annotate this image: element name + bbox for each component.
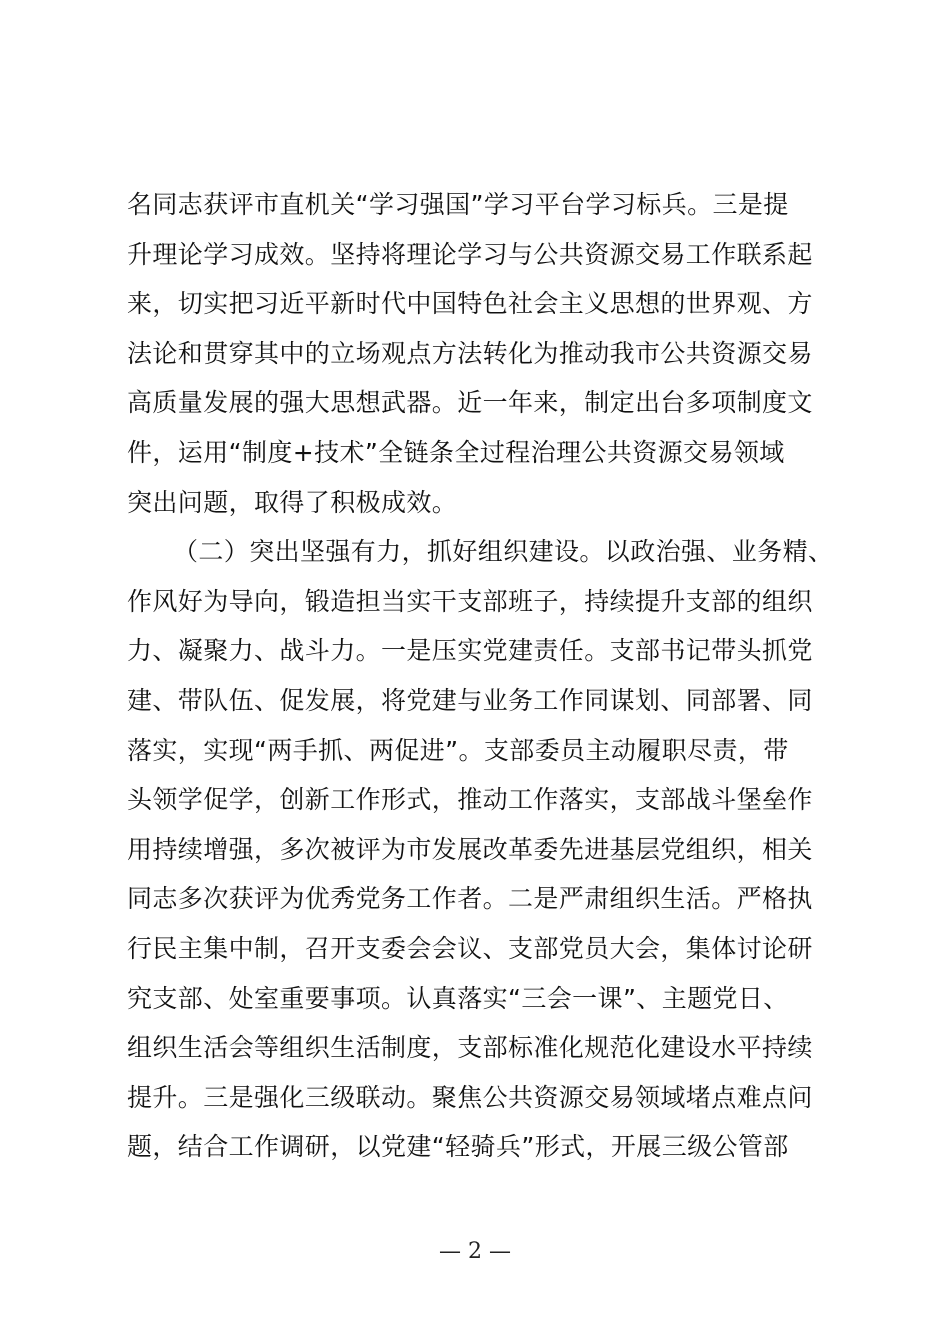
text-line: 件，运用“制度+技术”全链条全过程治理公共资源交易领域 [127, 437, 785, 467]
text-line: 力、凝聚力、战斗力。一是压实党建责任。支部书记带头抓党 [127, 636, 813, 666]
paragraph-1 [127, 180, 847, 527]
text-line: 来，切实把习近平新时代中国特色社会主义思想的世界观、方 [127, 289, 813, 319]
text-line: 提升。三是强化三级联动。聚焦公共资源交易领域堵点难点问 [127, 1082, 813, 1112]
text-line: 突出问题，取得了积极成效。 [127, 487, 458, 517]
text-line: 建、带队伍、促发展，将党建与业务工作同谋划、同部署、同 [127, 685, 813, 715]
text-line: 究支部、处室重要事项。认真落实“三会一课”、主题党日、 [127, 983, 789, 1013]
text-line: 题，结合工作调研，以党建“轻骑兵”形式，开展三级公管部 [127, 1132, 789, 1162]
text-line: 法论和贯穿其中的立场观点方法转化为推动我市公共资源交易 [127, 338, 813, 368]
text-line: 高质量发展的强大思想武器。近一年来，制定出台多项制度文 [127, 388, 813, 418]
section-heading-line: （二）突出坚强有力，抓好组织建设。以政治强、业务精、 [173, 537, 834, 567]
text-line: 行民主集中制，召开支委会会议、支部党员大会，集体讨论研 [127, 933, 813, 963]
text-line: 作风好为导向，锻造担当实干支部班子，持续提升支部的组织 [127, 586, 813, 616]
paragraph-2 [127, 527, 847, 1172]
text-line: 用持续增强，多次被评为市发展改革委先进基层党组织，相关 [127, 834, 813, 864]
text-line: 升理论学习成效。坚持将理论学习与公共资源交易工作联系起 [127, 239, 813, 269]
text-line: 同志多次获评为优秀党务工作者。二是严肃组织生活。严格执 [127, 884, 813, 914]
text-line: 落实，实现“两手抓、两促进”。支部委员主动履职尽责，带 [127, 735, 789, 765]
text-line: 组织生活会等组织生活制度，支部标准化规范化建设水平持续 [127, 1033, 813, 1063]
body-text [127, 180, 847, 1172]
text-line: 头领学促学，创新工作形式，推动工作落实，支部战斗堡垒作 [127, 785, 813, 815]
page-number: — 2 — [439, 1239, 511, 1264]
text-line: 名同志获评市直机关“学习强国”学习平台学习标兵。三是提 [127, 190, 789, 219]
